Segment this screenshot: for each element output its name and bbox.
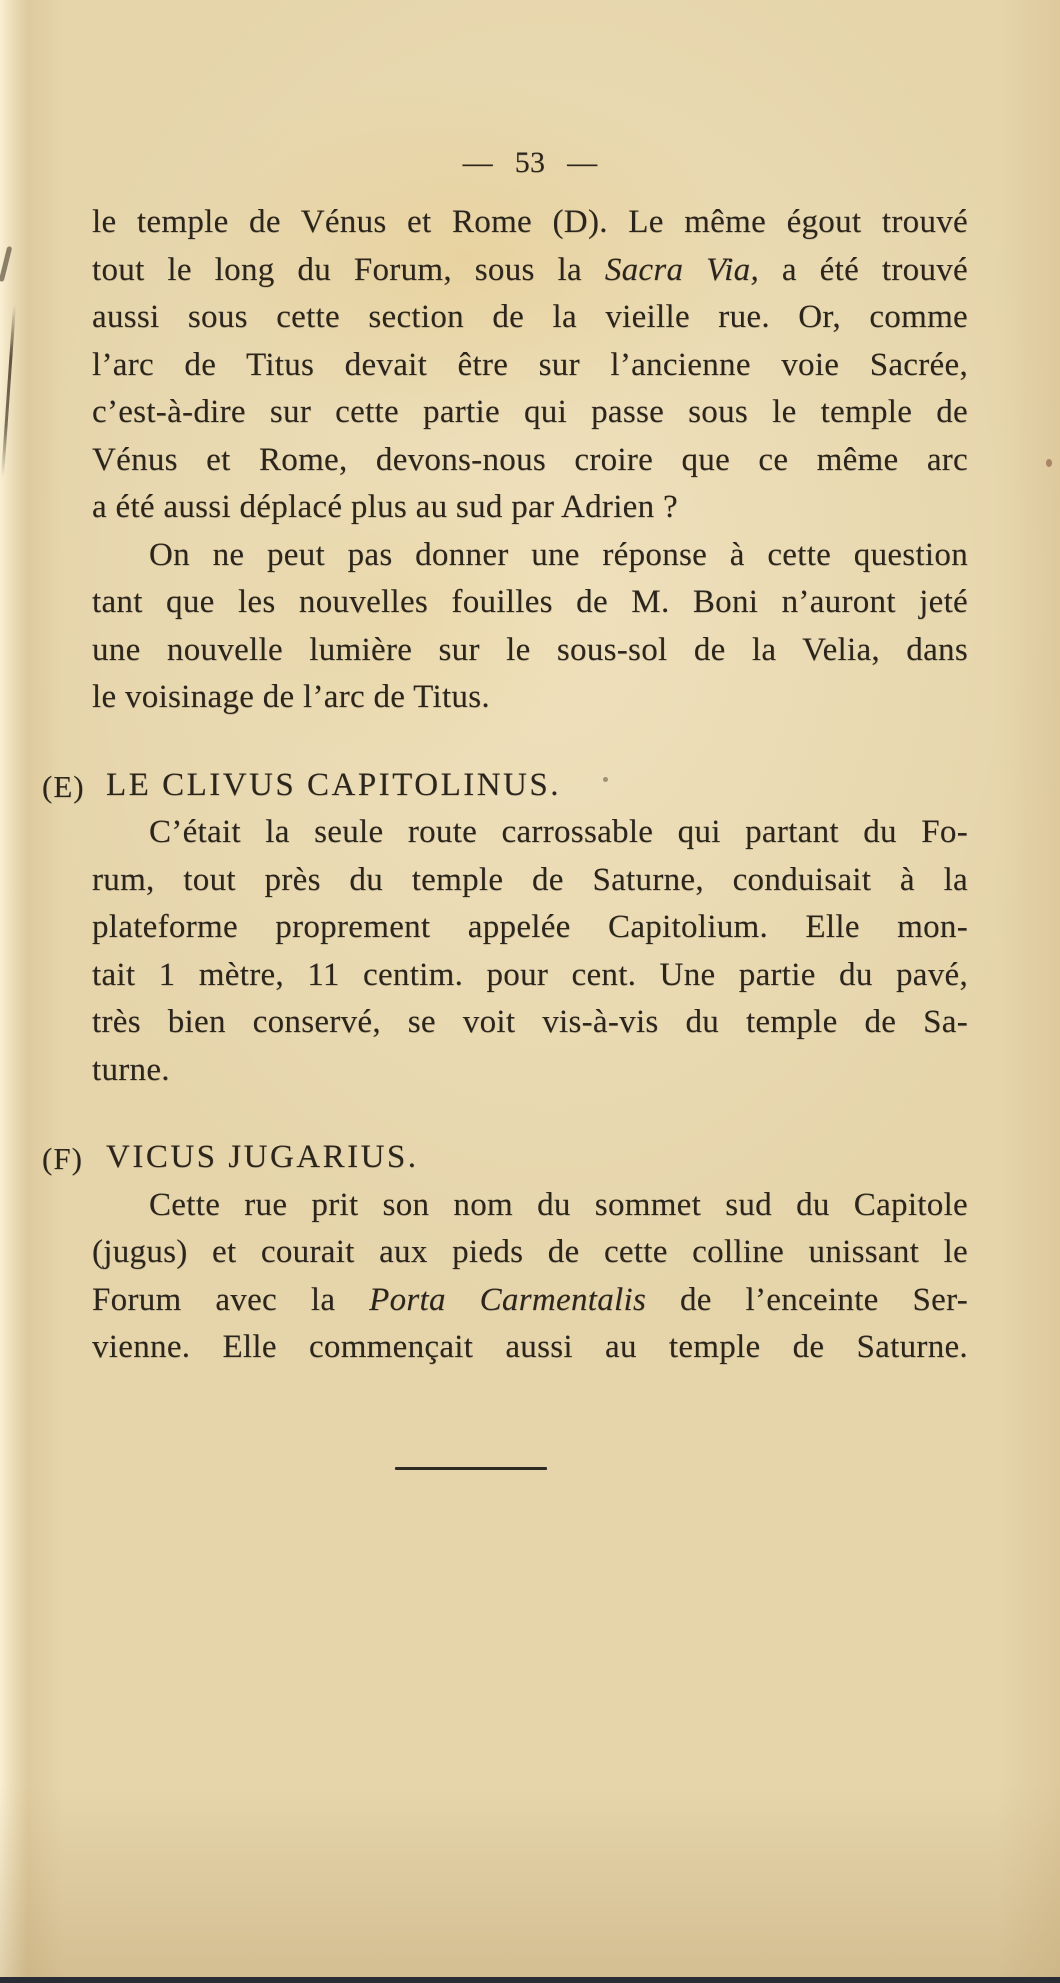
- text-segment: turne.: [92, 1051, 170, 1088]
- text-line: [92, 579, 968, 627]
- page-number: — 53 —: [462, 146, 598, 179]
- italic-text: Sacra Via,: [604, 251, 759, 288]
- text-line: [92, 952, 968, 1000]
- italic-text: Porta Carmentalis: [369, 1281, 647, 1318]
- text-segment: vienne. Elle commençait aussi au temple de Saturne.: [92, 1329, 968, 1365]
- text-segment: le voisinage de l’arc de Titus.: [92, 679, 490, 715]
- heading-text: LE CLIVUS CAPITOLINUS.: [106, 766, 561, 803]
- text-line: [92, 342, 968, 390]
- text-segment: Vénus et Rome, devons-nous croire que ce même arc: [92, 441, 968, 478]
- paragraph: [92, 532, 968, 722]
- text-segment: c’est-à-dire sur cette partie qui passe sous le temple de: [92, 394, 968, 430]
- text-line: [92, 247, 968, 295]
- text-line: [92, 437, 968, 485]
- text-segment: a été aussi déplacé plus au sud par Adrien ?: [92, 489, 678, 525]
- text-line: [92, 857, 968, 905]
- text-segment: plateforme proprement appelée Capitolium. Elle mon-: [92, 909, 968, 945]
- text-segment: (jugus) et courait aux pieds de cette colline unissant le: [92, 1234, 968, 1270]
- paper-speck: [1046, 459, 1052, 467]
- text-segment: a été trouvé: [759, 251, 968, 288]
- heading-text: VICUS JUGARIUS.: [106, 1139, 419, 1175]
- text-segment: de l’enceinte Ser-: [646, 1281, 968, 1318]
- section-label: (E): [42, 768, 85, 804]
- text-line: [92, 999, 968, 1047]
- text-segment: On ne peut pas donner une réponse à cette question: [149, 536, 968, 573]
- text-line: [92, 484, 968, 532]
- book-edge-strip: [0, 1977, 1060, 1983]
- text-segment: très bien conservé, se voit vis-à-vis du temple de Sa-: [92, 1004, 968, 1040]
- text-segment: aussi sous cette section de la vieille rue. Or, comme: [92, 299, 968, 335]
- section-divider: [395, 1467, 547, 1470]
- text-segment: une nouvelle lumière sur le sous-sol de la Velia, dans: [92, 631, 968, 668]
- text-line: [92, 904, 968, 952]
- text-line: [92, 199, 968, 247]
- text-line: [92, 627, 968, 675]
- crease-mark: [1, 305, 16, 477]
- paragraph: [92, 1182, 968, 1372]
- section-heading: [42, 762, 968, 810]
- paragraph: [92, 809, 968, 1094]
- text-line: [92, 1229, 968, 1277]
- text-line: [92, 1324, 968, 1372]
- text-line: [92, 1047, 968, 1095]
- crease-mark: [0, 246, 12, 282]
- text-segment: tout le long du Forum, sous la: [92, 251, 605, 288]
- text-segment: l’arc de Titus devait être sur l’ancienne voie Sacrée,: [92, 346, 968, 383]
- text-segment: rum, tout près du temple de Saturne, conduisait à la: [92, 861, 968, 898]
- text-line: [92, 809, 968, 857]
- text-line: [92, 532, 968, 580]
- text-segment: le temple de Vénus et Rome (D). Le même égout trouvé: [92, 204, 968, 240]
- text-line: [92, 674, 968, 722]
- text-line: [92, 294, 968, 342]
- text-segment: tait 1 mètre, 11 centim. pour cent. Une partie du pavé,: [92, 956, 968, 993]
- text-line: [92, 389, 968, 437]
- section-label: (F): [42, 1141, 83, 1176]
- paragraph: [92, 199, 968, 532]
- text-segment: Cette rue prit son nom du sommet sud du Capitole: [149, 1186, 968, 1223]
- text-segment: C’était la seule route carrossable qui partant du Fo-: [149, 814, 968, 850]
- text-line: [92, 1182, 968, 1230]
- text-segment: Forum avec la: [92, 1281, 370, 1318]
- text-segment: tant que les nouvelles fouilles de M. Boni n’auront jeté: [92, 584, 968, 620]
- text-line: [92, 1277, 968, 1325]
- section-heading: [42, 1134, 968, 1182]
- text-column: [42, 143, 968, 1470]
